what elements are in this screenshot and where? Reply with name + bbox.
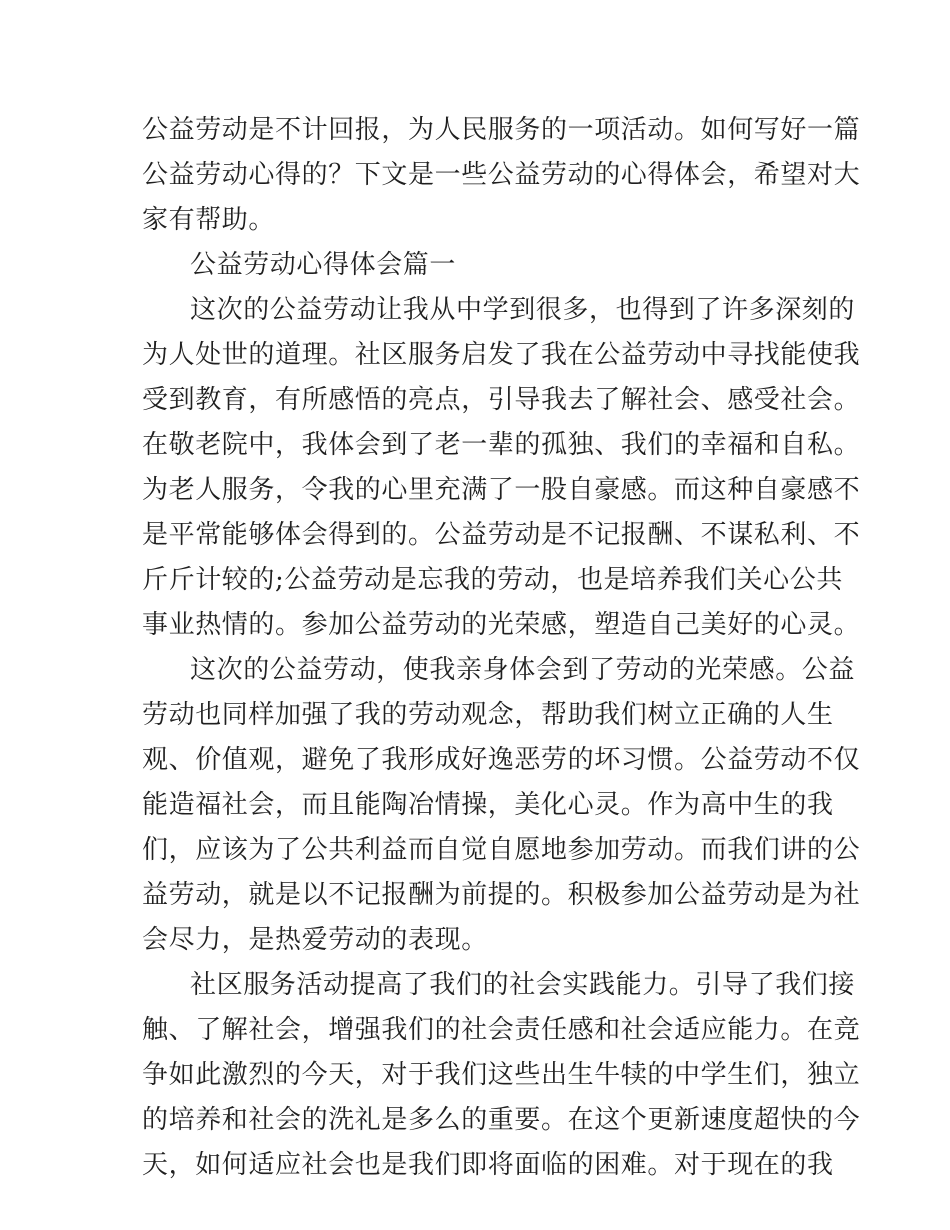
- text-line: 斤斤计较的;公益劳动是忘我的劳动，也是培养我们关心公共: [142, 565, 843, 595]
- text-line: 事业热情的。参加公益劳动的光荣感，塑造自己美好的心灵。: [142, 610, 861, 640]
- text-line: 在敬老院中，我体会到了老一辈的孤独、我们的幸福和自私。: [142, 430, 861, 460]
- text-line: 为老人服务，令我的心里充满了一股自豪感。而这种自豪感不: [142, 475, 861, 505]
- text-line: 为人处世的道理。社区服务启发了我在公益劳动中寻找能使我: [142, 340, 861, 370]
- text-line: 的培养和社会的洗礼是多么的重要。在这个更新速度超快的今: [142, 1105, 861, 1135]
- text-line: 公益劳动心得的？下文是一些公益劳动的心得体会，希望对大: [142, 160, 861, 190]
- text-line: 们，应该为了公共利益而自觉自愿地参加劳动。而我们讲的公: [142, 835, 861, 865]
- text-line: 天，如何适应社会也是我们即将面临的困难。对于现在的我: [142, 1150, 834, 1180]
- text-line: 家有帮助。: [142, 205, 276, 235]
- text-line: 观、价值观，避免了我形成好逸恶劳的坏习惯。公益劳动不仅: [142, 745, 861, 775]
- text-line: 公益劳动是不计回报，为人民服务的一项活动。如何写好一篇: [142, 115, 861, 145]
- document-body: [142, 108, 861, 1188]
- text-line: 受到教育，有所感悟的亮点，引导我去了解社会、感受社会。: [142, 385, 861, 415]
- text-line: 这次的公益劳动，使我亲身体会到了劳动的光荣感。公益: [190, 655, 856, 685]
- text-line: 益劳动，就是以不记报酬为前提的。积极参加公益劳动是为社: [142, 880, 861, 910]
- text-line: 触、了解社会，增强我们的社会责任感和社会适应能力。在竞: [142, 1015, 861, 1045]
- text-line: 这次的公益劳动让我从中学到很多，也得到了许多深刻的: [190, 295, 856, 325]
- text-line: 劳动也同样加强了我的劳动观念，帮助我们树立正确的人生: [142, 700, 834, 730]
- text-line: 会尽力，是热爱劳动的表现。: [142, 925, 488, 955]
- text-line: 是平常能够体会得到的。公益劳动是不记报酬、不谋私利、不: [142, 520, 861, 550]
- text-line: 争如此激烈的今天，对于我们这些出生牛犊的中学生们，独立: [142, 1060, 861, 1090]
- section-heading: 公益劳动心得体会篇一: [190, 250, 457, 280]
- text-line: 能造福社会，而且能陶冶情操，美化心灵。作为高中生的我: [142, 790, 834, 820]
- text-line: 社区服务活动提高了我们的社会实践能力。引导了我们接: [190, 970, 856, 1000]
